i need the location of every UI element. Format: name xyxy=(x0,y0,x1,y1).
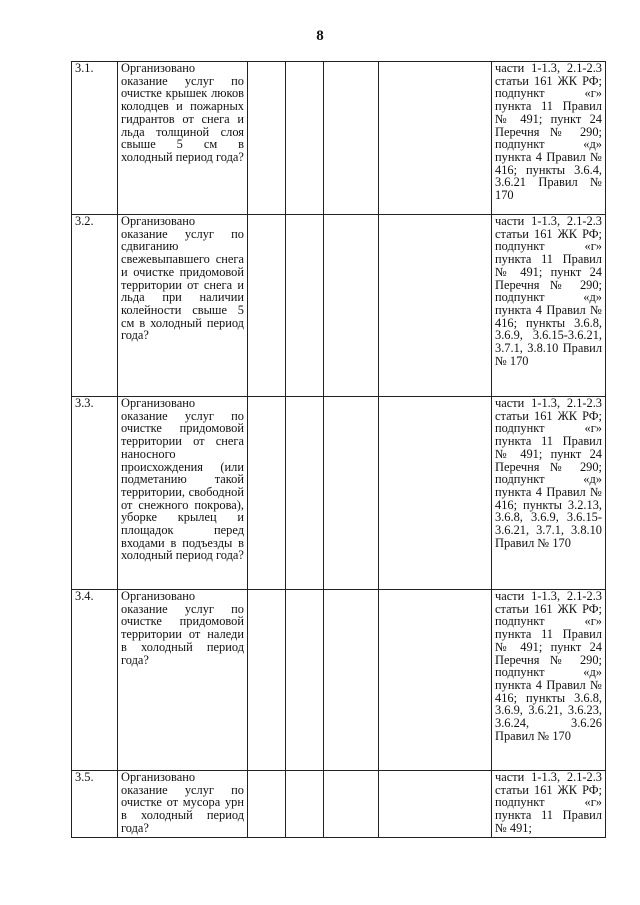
notes-cell xyxy=(379,215,492,397)
table-row xyxy=(72,397,606,590)
legal-reference: части 1-1.3, 2.1-2.3 статьи 161 ЖК РФ; подпункт «г» пункта 11 Правил № 491; пункт 24 Перечня № 290; подпункт «д» пункта 4 Правил № 416; пункты 3.6.8, 3.6.9, 3.6.21, 3.6.23, 3.6.24, 3.6.26 Правил № 170 xyxy=(492,590,606,771)
answer-na-cell xyxy=(324,397,379,590)
legal-reference: части 1-1.3, 2.1-2.3 статьи 161 ЖК РФ; подпункт «г» пункта 11 Правил № 491; пункт 24 Перечня № 290; подпункт «д» пункта 4 Правил № 416; пункты 3.6.8, 3.6.9, 3.6.15-3.6.21, 3.7.1, 3.8.10 Правил № 170 xyxy=(492,215,606,397)
legal-reference: части 1-1.3, 2.1-2.3 статьи 161 ЖК РФ; подпункт «г» пункта 11 Правил № 491; xyxy=(492,771,606,838)
answer-yes-cell xyxy=(248,771,286,838)
question-text: Организовано оказание услуг по очистке придомовой территории от снега наносного происхождения (или подметанию такой территории, свободной от снежного покрова), уборке крылец и площадок перед входами в подъезды в холодный период года? xyxy=(118,397,248,590)
answer-yes-cell xyxy=(248,215,286,397)
answer-na-cell xyxy=(324,771,379,838)
answer-yes-cell xyxy=(248,590,286,771)
question-text: Организовано оказание услуг по сдвиганию свежевыпавшего снега и очистке придомовой территории от снега и льда при наличии колейности свыше 5 см в холодный период года? xyxy=(118,215,248,397)
notes-cell xyxy=(379,771,492,838)
row-number: 3.5. xyxy=(72,771,118,838)
answer-na-cell xyxy=(324,590,379,771)
answer-no-cell xyxy=(286,590,324,771)
question-text: Организовано оказание услуг по очистке придомовой территории от наледи в холодный период года? xyxy=(118,590,248,771)
answer-yes-cell xyxy=(248,397,286,590)
legal-reference: части 1-1.3, 2.1-2.3 статьи 161 ЖК РФ; подпункт «г» пункта 11 Правил № 491; пункт 24 Перечня № 290; подпункт «д» пункта 4 Правил № 416; пункты 3.2.13, 3.6.8, 3.6.9, 3.6.15-3.6.21, 3.7.1, 3.8.10 Правил № 170 xyxy=(492,397,606,590)
table-row xyxy=(72,771,606,838)
row-number: 3.4. xyxy=(72,590,118,771)
answer-na-cell xyxy=(324,215,379,397)
page-number: 8 xyxy=(316,28,324,44)
answer-yes-cell xyxy=(248,62,286,215)
answer-no-cell xyxy=(286,771,324,838)
question-text: Организовано оказание услуг по очистке крышек люков колодцев и пожарных гидрантов от снега и льда толщиной слоя свыше 5 см в холодный период года? xyxy=(118,62,248,215)
legal-reference: части 1-1.3, 2.1-2.3 статьи 161 ЖК РФ; подпункт «г» пункта 11 Правил № 491; пункт 24 Перечня № 290; подпункт «д» пункта 4 Правил № 416; пункты 3.6.4, 3.6.21 Правил № 170 xyxy=(492,62,606,215)
notes-cell xyxy=(379,397,492,590)
table-row xyxy=(72,215,606,397)
notes-cell xyxy=(379,590,492,771)
row-number: 3.1. xyxy=(72,62,118,215)
answer-no-cell xyxy=(286,62,324,215)
row-number: 3.2. xyxy=(72,215,118,397)
question-text: Организовано оказание услуг по очистке от мусора урн в холодный период года? xyxy=(118,771,248,838)
answer-no-cell xyxy=(286,215,324,397)
checklist-table xyxy=(71,61,606,838)
table-row xyxy=(72,590,606,771)
table-row xyxy=(72,62,606,215)
answer-na-cell xyxy=(324,62,379,215)
answer-no-cell xyxy=(286,397,324,590)
notes-cell xyxy=(379,62,492,215)
row-number: 3.3. xyxy=(72,397,118,590)
